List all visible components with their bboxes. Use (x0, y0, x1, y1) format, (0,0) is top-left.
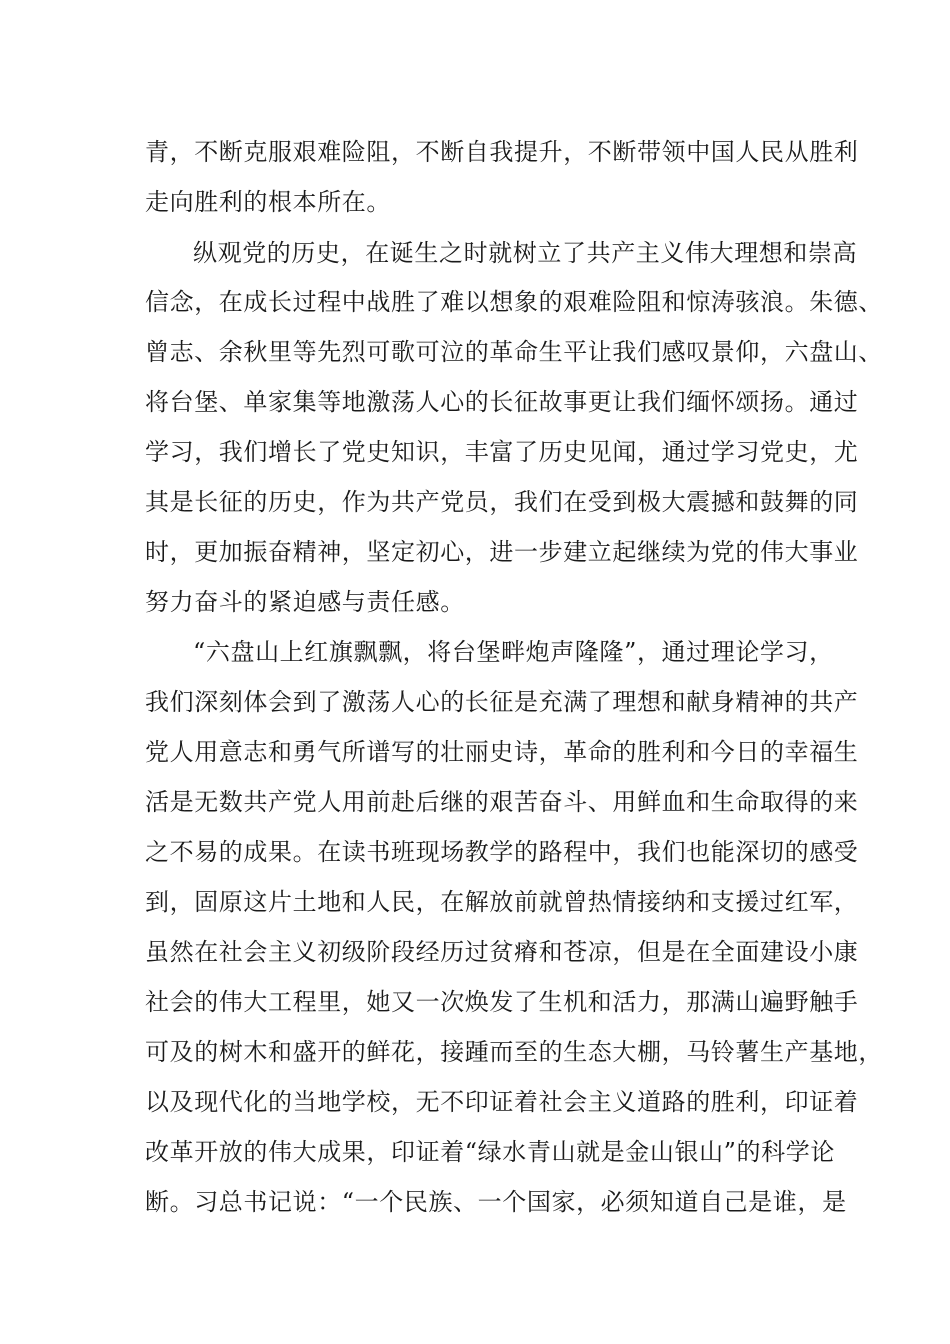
text-line: 到，固原这片土地和人民，在解放前就曾热情接纳和支援过红军， (145, 888, 859, 916)
text-line: 青，不断克服艰难险阻，不断自我提升，不断带领中国人民从胜利 (145, 138, 859, 166)
paragraph-start-line: 纵观党的历史，在诞生之时就树立了共产主义伟大理想和崇高 (193, 239, 858, 267)
text-line: 社会的伟大工程里，她又一次焕发了生机和活力，那满山遍野触手 (145, 988, 859, 1016)
text-line: 党人用意志和勇气所谱写的壮丽史诗，革命的胜利和今日的幸福生 (145, 738, 859, 766)
text-line: 之不易的成果。在读书班现场教学的路程中，我们也能深切的感受 (145, 838, 859, 866)
text-line: 走向胜利的根本所在。 (145, 188, 391, 216)
text-line: 信念，在成长过程中战胜了难以想象的艰难险阻和惊涛骇浪。朱德、 (145, 288, 883, 316)
text-line: 学习，我们增长了党史知识，丰富了历史见闻，通过学习党史，尤 (145, 438, 859, 466)
text-line: 改革开放的伟大成果，印证着“绿水青山就是金山银山”的科学论 (145, 1138, 835, 1166)
text-line: 时，更加振奋精神，坚定初心，进一步建立起继续为党的伟大事业 (145, 538, 859, 566)
text-line: 其是长征的历史，作为共产党员，我们在受到极大震撼和鼓舞的同 (145, 488, 859, 516)
text-line: 我们深刻体会到了激荡人心的长征是充满了理想和献身精神的共产 (145, 688, 859, 716)
paragraph-start-line: “六盘山上红旗飘飘，将台堡畔炮声隆隆”，通过理论学习， (193, 638, 834, 666)
text-line: 断。习总书记说：“一个民族、一个国家，必须知道自己是谁，是 (145, 1188, 847, 1216)
text-line: 虽然在社会主义初级阶段经历过贫瘠和苍凉，但是在全面建设小康 (145, 938, 859, 966)
text-line: 可及的树木和盛开的鲜花，接踵而至的生态大棚，马铃薯生产基地， (145, 1038, 883, 1066)
text-line: 将台堡、单家集等地激荡人心的长征故事更让我们缅怀颂扬。通过 (145, 388, 859, 416)
text-line: 努力奋斗的紧迫感与责任感。 (145, 588, 465, 616)
text-line: 活是无数共产党人用前赴后继的艰苦奋斗、用鲜血和生命取得的来 (145, 788, 859, 816)
text-line: 以及现代化的当地学校，无不印证着社会主义道路的胜利，印证着 (145, 1088, 859, 1116)
text-line: 曾志、余秋里等先烈可歌可泣的革命生平让我们感叹景仰，六盘山、 (145, 338, 883, 366)
